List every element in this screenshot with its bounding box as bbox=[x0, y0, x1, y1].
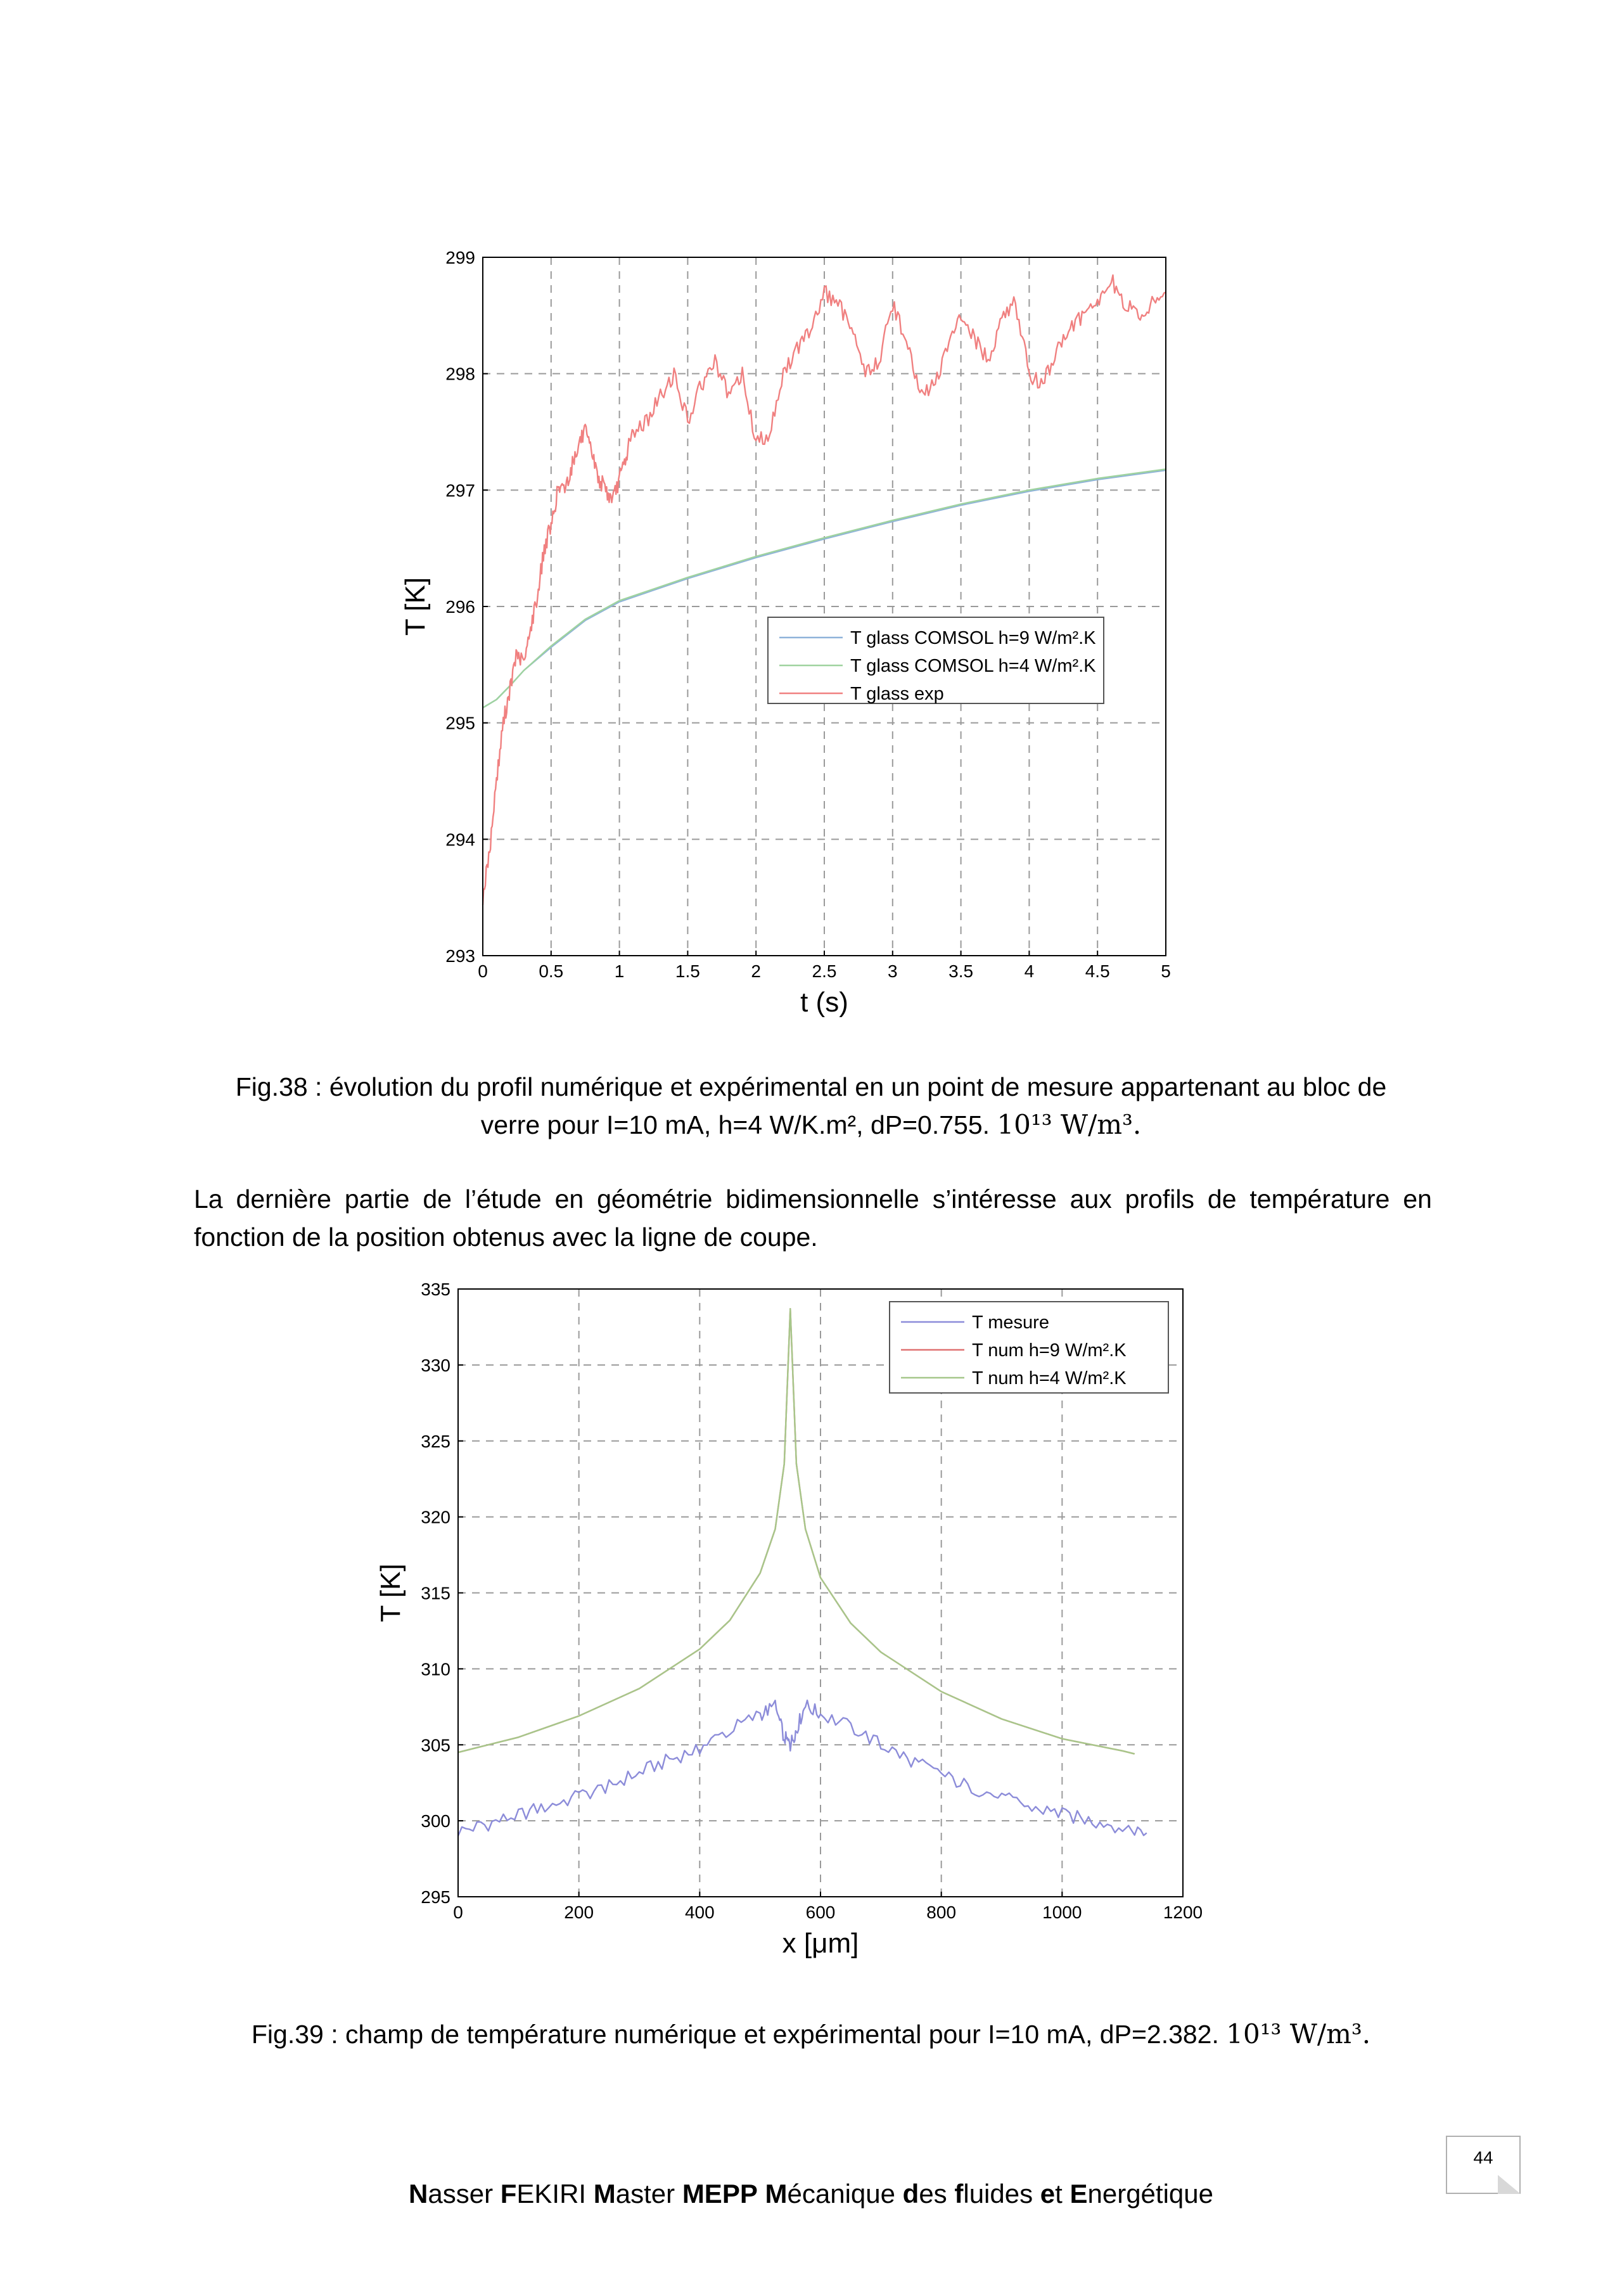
footer-segment: écanique bbox=[787, 2179, 903, 2209]
fig39-legend bbox=[890, 1302, 1168, 1393]
footer-segment: EKIRI bbox=[516, 2179, 594, 2209]
fig38-legend-entry: T glass exp bbox=[850, 684, 944, 704]
footer-segment: luides bbox=[963, 2179, 1040, 2209]
fig38-caption-line2 bbox=[190, 1106, 1432, 1144]
fig38-y-tick-label: 298 bbox=[445, 364, 475, 384]
fig38-caption bbox=[190, 1068, 1432, 1144]
fig39-y-tick-label: 305 bbox=[421, 1735, 450, 1755]
fig39-x-axis-label: x [μm] bbox=[782, 1928, 859, 1959]
fig39-x-tick-label: 400 bbox=[684, 1902, 715, 1922]
footer-segment: E bbox=[1070, 2179, 1088, 2209]
fig39-y-tick-label: 320 bbox=[421, 1507, 450, 1527]
fig38-y-axis-label: T [K] bbox=[400, 577, 431, 636]
fig38-x-tick-label: 0 bbox=[478, 961, 488, 981]
fig39-x-tick-label: 200 bbox=[564, 1902, 594, 1922]
fig38-caption-math: 10¹³ W/m³. bbox=[997, 1109, 1142, 1140]
fig39-y-tick-label: 330 bbox=[421, 1355, 450, 1375]
fig39-x-tick-label: 0 bbox=[453, 1902, 463, 1922]
fig39-y-tick-label: 300 bbox=[421, 1811, 450, 1831]
fig39-legend-entry: T num h=4 W/m².K bbox=[972, 1368, 1127, 1389]
fig38-x-tick-label: 2.5 bbox=[812, 961, 837, 981]
fig39-caption-text: Fig.39 : champ de température numérique et expérimental pour I=10 mA, dP=2.382. bbox=[251, 2020, 1227, 2049]
fig39-y-tick-label: 295 bbox=[421, 1887, 450, 1907]
fig38-x-tick-label: 2 bbox=[751, 961, 761, 981]
fig39-legend-entry: T num h=9 W/m².K bbox=[972, 1340, 1127, 1361]
fig38-x-tick-label: 0.5 bbox=[539, 961, 564, 981]
footer-segment: t bbox=[1055, 2179, 1070, 2209]
fig39-y-tick-label: 335 bbox=[421, 1279, 450, 1299]
fig39-x-tick-label: 1000 bbox=[1042, 1902, 1082, 1922]
footer-segment: aster bbox=[615, 2179, 682, 2209]
fig38-x-tick-label: 1 bbox=[614, 961, 625, 981]
footer-segment: nergétique bbox=[1087, 2179, 1213, 2209]
fig38-x-tick-label: 4 bbox=[1024, 961, 1035, 981]
fig39-caption-math: 10¹³ W/m³. bbox=[1226, 2018, 1371, 2049]
fig38-caption-line2-text: verre pour I=10 mA, h=4 W/K.m², dP=0.755. bbox=[480, 1110, 997, 1139]
fig38-x-tick-label: 5 bbox=[1161, 961, 1171, 981]
fig39-x-tick-label: 1200 bbox=[1163, 1902, 1203, 1922]
footer-segment: M bbox=[593, 2179, 616, 2209]
fig39-legend-entry: T mesure bbox=[972, 1312, 1049, 1333]
fig38-x-axis-label: t (s) bbox=[800, 987, 848, 1018]
footer-segment: N bbox=[409, 2179, 428, 2209]
footer-segment: asser bbox=[428, 2179, 501, 2209]
fig38-y-tick-label: 293 bbox=[445, 946, 475, 966]
footer-segment bbox=[758, 2179, 765, 2209]
fig38-y-tick-label: 295 bbox=[445, 713, 475, 733]
footer-segment: MEPP bbox=[682, 2179, 758, 2209]
fig38-x-tick-label: 4.5 bbox=[1085, 961, 1110, 981]
fig39-y-axis-label: T [K] bbox=[375, 1563, 406, 1622]
fig38-x-tick-label: 3 bbox=[888, 961, 898, 981]
fig38-x-tick-label: 3.5 bbox=[948, 961, 974, 981]
footer-segment: d bbox=[902, 2179, 919, 2209]
fig39-chart bbox=[0, 1279, 1622, 2015]
fig38-ticks bbox=[445, 248, 1171, 981]
footer-segment: f bbox=[954, 2179, 964, 2209]
fig38-y-tick-label: 294 bbox=[445, 830, 475, 850]
fig39-x-tick-label: 800 bbox=[926, 1902, 957, 1922]
fig39-y-tick-label: 315 bbox=[421, 1583, 450, 1603]
fig38-y-tick-label: 297 bbox=[445, 480, 475, 501]
fig38-grid bbox=[483, 257, 1166, 956]
fig38-y-tick-label: 299 bbox=[445, 248, 475, 267]
fig39-caption bbox=[190, 2015, 1432, 2053]
fig38-legend-entry: T glass COMSOL h=4 W/m².K bbox=[850, 656, 1096, 676]
footer-segment: e bbox=[1040, 2179, 1056, 2209]
fig39-series-line-0 bbox=[458, 1700, 1147, 1836]
fig38-legend-entry: T glass COMSOL h=9 W/m².K bbox=[850, 628, 1096, 648]
fig39-x-tick-label: 600 bbox=[805, 1902, 836, 1922]
footer-segment: M bbox=[765, 2179, 788, 2209]
fig38-caption-line1: Fig.38 : évolution du profil numérique et expérimental en un point de mesure appartenant au bloc de bbox=[235, 1072, 1387, 1101]
footer bbox=[0, 2179, 1622, 2209]
fig38-legend bbox=[768, 617, 1104, 704]
footer-segment: es bbox=[919, 2179, 955, 2209]
fig39-y-tick-label: 310 bbox=[421, 1659, 450, 1679]
fig38-y-tick-label: 296 bbox=[445, 597, 475, 617]
footer-segment: F bbox=[500, 2179, 517, 2209]
body-paragraph: La dernière partie de l’étude en géométrie bidimensionnelle s’intéresse aux profils de température en fonction de la position obtenus avec la ligne de coupe. bbox=[194, 1184, 1432, 1252]
fig39-y-tick-label: 325 bbox=[421, 1431, 450, 1451]
fig38-x-tick-label: 1.5 bbox=[675, 961, 700, 981]
fig38-chart bbox=[0, 241, 1622, 1052]
page-number: 44 bbox=[1446, 2136, 1521, 2194]
